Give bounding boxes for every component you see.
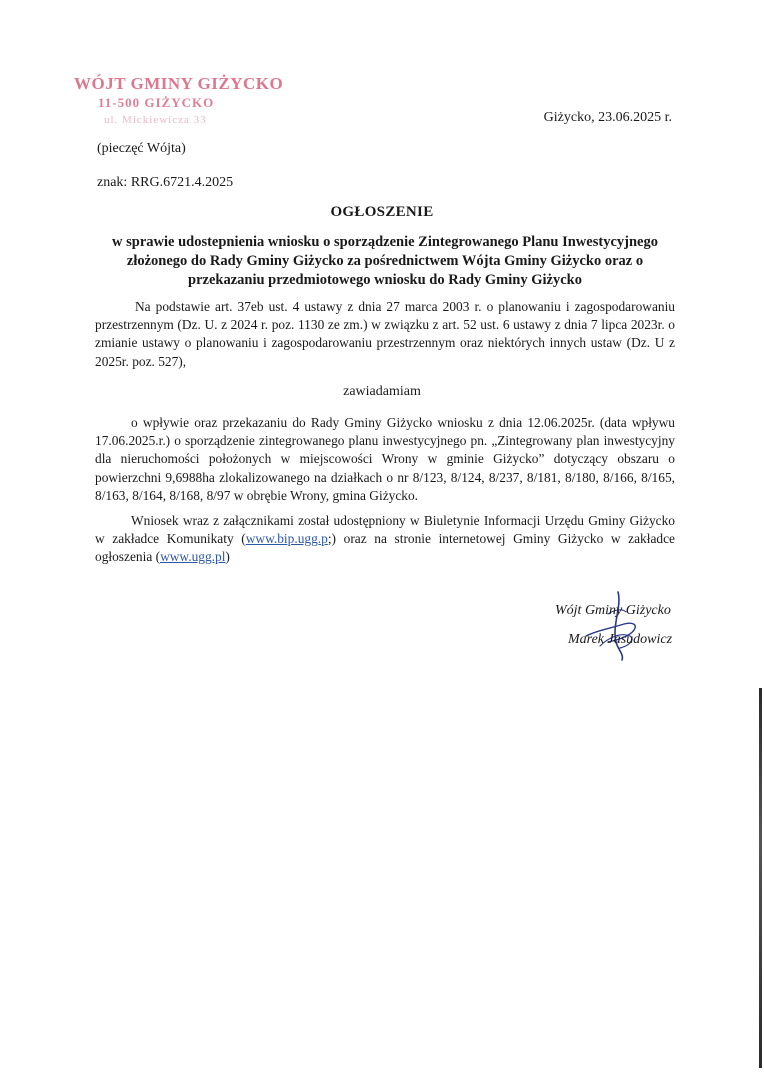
subject-line-1: w sprawie udostepnienia wniosku o sporządzenie Zintegrowanego Planu Inwestycyjnego <box>112 234 658 250</box>
notice-paragraph: o wpływie oraz przekazaniu do Rady Gminy Giżycko wniosku z dnia 12.06.2025r. (data wpływu 17.06.2025.r.) o sporządzenie zintegrowanego planu inwestycyjnego pn. „Zintegrowany plan inwestycyjny dla nieruchomości położonych w miejscowości Wrony w gminie Giżycko” dotyczący obszaru o powierzchni 9,6988ha zlokalizowanego na działkach o nr 8/123, 8/124, 8/237, 8/181, 8/180, 8/166, 8/165, 8/163, 8/164, 8/168, 8/97 w obrębie Wrony, gmina Giżycko. <box>95 415 675 503</box>
bip-link[interactable]: www.bip.ugg.p <box>245 531 328 547</box>
availability-text-middle: ;) oraz na stronie internetowej Gminy Giżycko w zakładce ogłoszenia ( <box>95 531 676 565</box>
stamp-line-2: 11-500 GIŻYCKO <box>98 95 215 110</box>
signature-role: Wójt Gminy Giżycko <box>555 603 671 618</box>
document-date: Giżycko, 23.06.2025 r. <box>543 110 672 125</box>
availability-text-before: Wniosek wraz z załącznikami został udostępniony w Biuletynie Informacji Urzędu Gminy Giżycko w zakładce Komunikaty ( <box>95 513 675 547</box>
document-title: OGŁOSZENIE <box>330 204 434 220</box>
availability-text-after: ) <box>225 549 230 565</box>
notify-word: zawiadamiam <box>343 384 421 399</box>
stamp-line-3: ul. Mickiewicza 33 <box>104 114 207 126</box>
stamp-line-1: WÓJT GMINY GIŻYCKO <box>74 74 284 93</box>
ugg-link[interactable]: www.ugg.pl <box>160 549 226 565</box>
legal-basis-paragraph: Na podstawie art. 37eb ust. 4 ustawy z dnia 27 marca 2003 r. o planowaniu i zagospodarowaniu przestrzennym (Dz. U. z 2024 r. poz. 1130 ze zm.) w związku z art. 52 ust. 6 ustawy z dnia 7 lipca 2023r. o zmianie ustawy o planowaniu i zagospodarowaniu przestrzennym oraz niektórych innych ustaw (Dz. U z 2025r. poz. 527), <box>95 299 675 369</box>
subject-line-2: złożonego do Rady Gminy Giżycko za pośrednictwem Wójta Gminy Giżycko oraz o <box>126 253 644 269</box>
signature-name: Marek Jasudowicz <box>568 632 673 647</box>
handwritten-signature <box>578 584 658 664</box>
reference-number: znak: RRG.6721.4.2025 <box>97 175 234 190</box>
document-subject <box>95 233 675 290</box>
availability-paragraph <box>95 512 675 567</box>
scan-edge-line <box>759 688 762 1068</box>
subject-line-3: przekazaniu przedmiotowego wniosku do Rady Gminy Giżycko <box>188 272 582 288</box>
seal-caption: (pieczęć Wójta) <box>97 141 186 156</box>
